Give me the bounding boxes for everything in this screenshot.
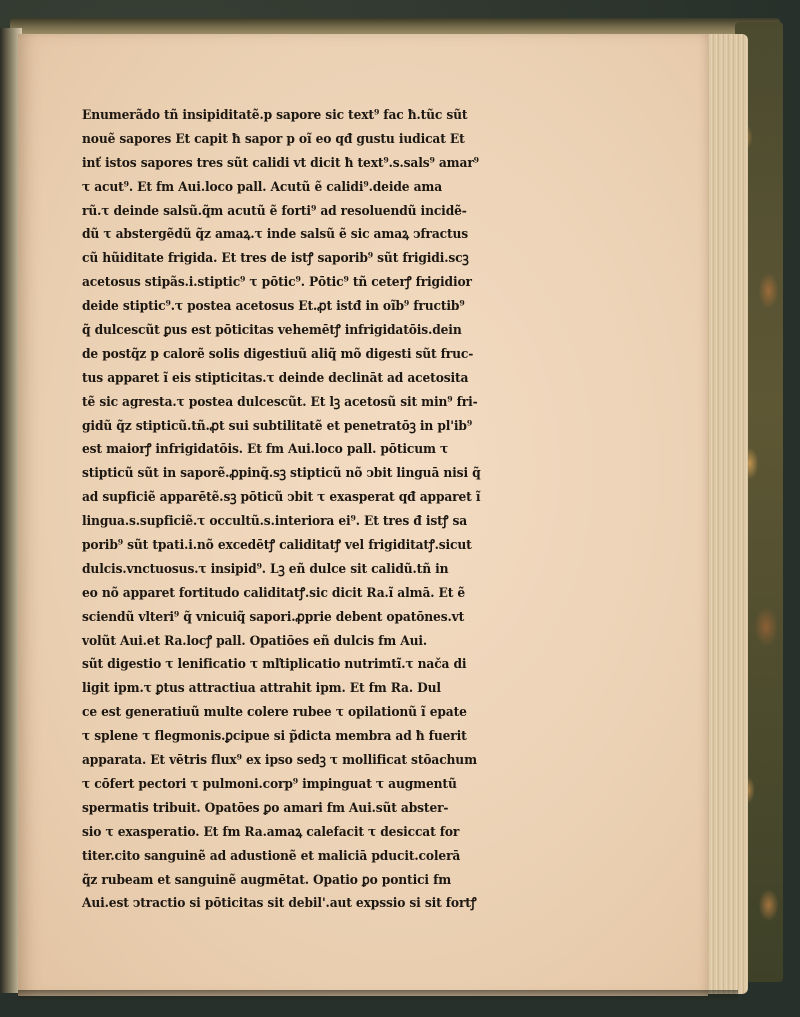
text-line-6: dũ τ abstergẽdũ q̃z amaꝝ.τ inde salsũ ẽ sic amaꝝ ↄfractus bbox=[82, 227, 469, 243]
text-line-10: q̃ dulcescũt ꝑus est pōticitas vehemētꝭ infrigidatōis.dein bbox=[82, 323, 462, 339]
text-line-34: Aui.est ↄtractio si pōticitas sit debil'.aut expssio si sit fortꝭ bbox=[82, 896, 477, 912]
text-line-33: q̃z rubeam et sanguinẽ augmētat. Opatio ꝑo pontici fm bbox=[82, 872, 452, 888]
text-line-13: tẽ sic agresta.τ postea dulcescũt. Et lꝫ acetosũ sit min⁹ fri- bbox=[82, 394, 478, 410]
text-line-8: acetosus stipãs.i.stiptic⁹ τ pōtic⁹. Pōtic⁹ tñ ceterꝭ frigidior bbox=[82, 275, 472, 291]
text-line-15: est maiorꝭ infrigidatōis. Et fm Aui.loco pall. pōticum τ bbox=[82, 442, 449, 458]
text-line-16: stipticũ sũt in saporẽ.ꝓpinq̃.sꝫ stipticũ nõ ↄbit linguā nisi q̃ bbox=[82, 466, 481, 482]
text-line-32: titer.cito sanguinẽ ad adustionẽ et maliciā pducit.colerā bbox=[82, 848, 461, 864]
text-line-11: de postq̃z p calorẽ solis digestiuũ aliq̃ mõ digesti sũt fruc- bbox=[82, 346, 474, 362]
text-line-12: tus apparet ĩ eis stipticitas.τ deinde declināt ad acetosita bbox=[82, 370, 469, 386]
text-line-25: ligit ipm.τ ꝑtus attractiua attrahit ipm. Et fm Ra. Dul bbox=[82, 681, 441, 697]
text-line-2: nouẽ sapores Et capit ħ sapor p oĩ eo qđ gustu iudicat Et bbox=[82, 131, 465, 147]
text-line-9: deide stiptic⁹.τ postea acetosus Et.ꝓt istđ in oĩb⁹ fructib⁹ bbox=[82, 299, 465, 315]
text-line-17: ad supficiẽ apparētẽ.sꝫ pōticũ ↄbit τ exasperat qđ apparet ĩ bbox=[82, 490, 481, 506]
text-line-4: τ acut⁹. Et fm Aui.loco pall. Acutũ ẽ calidi⁹.deide ama bbox=[82, 179, 443, 195]
text-line-20: dulcis.vnctuosus.τ insipid⁹. Lꝫ eñ dulce sit calidũ.tñ in bbox=[82, 561, 449, 577]
text-block bbox=[82, 104, 552, 916]
text-line-14: gidũ q̃z stipticũ.tñ.ꝓt sui subtilitatẽ et penetratōꝫ in pl'ib⁹ bbox=[82, 418, 473, 434]
text-line-24: sũt digestio τ lenificatio τ mľtiplicatio nutrimtĩ.τ nača di bbox=[82, 657, 467, 673]
text-line-5: rũ.τ deinde salsũ.q̃m acutũ ẽ forti⁹ ad resoluendũ incidẽ- bbox=[82, 203, 467, 219]
text-line-18: lingua.s.supficiẽ.τ occultũ.s.interiora ei⁹. Et tres đ istꝭ sa bbox=[82, 514, 468, 530]
text-line-27: τ splene τ flegmonis.ꝑcipue si p̃dicta membra ad ħ fuerit bbox=[82, 729, 467, 745]
text-line-23: volũt Aui.et Ra.locꝭ pall. Opatiōes eñ dulcis fm Aui. bbox=[82, 633, 428, 649]
page-bottom-shadow bbox=[18, 990, 738, 1002]
text-line-3: inť istos sapores tres sũt calidi vt dicit ħ text⁹.s.sals⁹ amar⁹ bbox=[82, 155, 479, 171]
text-line-28: apparata. Et vētris flux⁹ ex ipso sedꝫ τ mollificat stōachum bbox=[82, 753, 477, 769]
text-line-1: Enumerãdo tñ insipiditatẽ.p sapore sic text⁹ fac ħ.tũc sũt bbox=[82, 108, 468, 123]
text-line-7: cũ hũiditate frigida. Et tres de istꝭ saporib⁹ sũt frigidi.scꝫ bbox=[82, 251, 469, 267]
text-line-19: porib⁹ sũt tpati.i.nõ excedētꝭ caliditatꝭ vel frigiditatꝭ.sicut bbox=[82, 538, 472, 554]
text-line-30: spermatis tribuit. Opatōes ꝑo amari fm Aui.sũt abster- bbox=[82, 800, 449, 816]
text-line-26: ce est generatiuũ multe colere rubee τ opilationũ ĩ epate bbox=[82, 705, 467, 721]
text-line-22: sciendũ vlteri⁹ q̃ vnicuiq̃ sapori.ꝓprie debent opatōnes.vt bbox=[82, 609, 465, 625]
text-line-29: τ cōfert pectori τ pulmoni.corp⁹ impinguat τ augmentũ bbox=[82, 776, 457, 792]
text-line-21: eo nõ apparet fortitudo caliditatꝭ.sic dicit Ra.ĩ almā. Et ẽ bbox=[82, 585, 466, 601]
text-line-31: sio τ exasperatio. Et fm Ra.amaꝝ calefacit τ desiccat for bbox=[82, 824, 460, 840]
